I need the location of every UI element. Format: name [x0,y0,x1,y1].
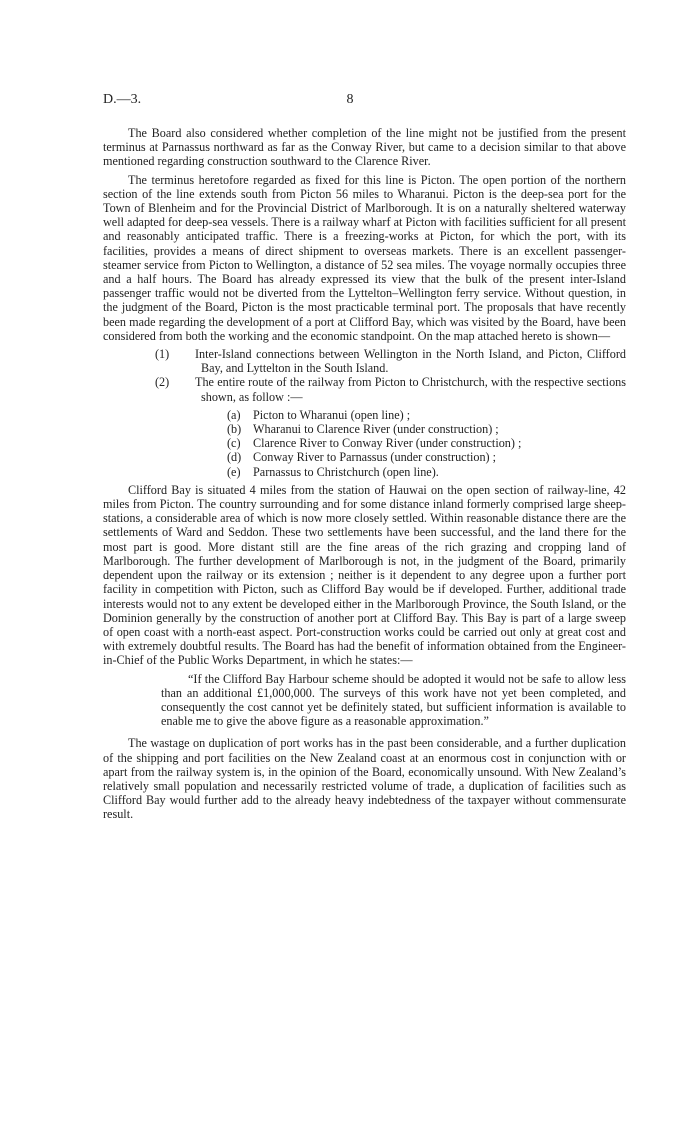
list-item [155,375,626,403]
paragraph-clifford-bay: Clifford Bay is situated 4 miles from the station of Hauwai on the open section of railway-line, 42 miles from Picton. The country surrounding and for some distance inland formerly comprised large sheep-stations, a considerable area of which is now more closely settled. Within reasonable distance there are the settlements of Ward and Seddon. These two settlements have been successful, and the land there for the most part is good. More distant still are the fine areas of the rich grazing and cropping land of Marlborough. The further development of Marlborough is not, in the judgment of the Board, primarily dependent upon the railway or its extension ; neither is it dependent to any degree upon a further port facility in competition with Picton, such as Clifford Bay would be if developed. Further, additional trade interests would not to any extent be developed either in the Marlborough Province, the South Island, or the Dominion generally by the construction of another port at Clifford Bay. This Bay is part of a large sweep of open coast with a north-east aspect. Port-construction works could be carried out only at great cost and with extremely doubtful results. The Board has had the benefit of information obtained from the Engineer-in-Chief of the Public Works Department, in which he states:— [103,482,626,668]
section-label: (e) [227,464,241,479]
paragraph-conway: The Board also considered whether completion of the line might not be justified from the present terminus at Parnassus northward as far as the Conway River, but came to a decision similar to that above mentioned regarding construction southward to the Clarence River. [103,126,626,169]
list-item-number: (1) [155,347,170,362]
paragraph-wastage: The wastage on duplication of port works has in the past been considerable, and a further duplication of the shipping and port facilities on the New Zealand coast at an enormous cost in conjunction with or apart from the railway system is, in the opinion of the Board, economically unsound. With New Zealand’s relatively small population and necessarily restricted volume of trade, a duplication of facilities such as Clifford Bay would further add to the already heavy indebtedness of the taxpayer without commensurate result. [103,736,626,822]
section-text: Wharanui to Clarence River (under construction) ; [253,422,499,437]
section-text: Parnassus to Christchurch (open line). [253,464,439,479]
section-text: Clarence River to Conway River (under construction) ; [253,436,522,451]
engineer-quote [161,672,626,729]
page-number: 8 [346,92,354,107]
list-item [227,436,626,450]
quote-text: “If the Clifford Bay Harbour scheme should be adopted it would not be safe to allow less than an additional £1,000,000. The surveys of this work have not yet been completed, and consequently the cost cannot yet be definitely stated, but sufficient information is available to enable me to give the above figure as a reasonable approximation.” [161,671,626,729]
list-item [227,465,626,479]
document-reference: D.—3. [103,92,142,107]
map-contents-list [155,347,626,404]
list-item [227,450,626,464]
section-text: Conway River to Parnassus (under construction) ; [253,450,497,465]
list-item [155,347,626,375]
section-text: Picton to Wharanui (open line) ; [253,407,411,422]
section-label: (b) [227,422,242,437]
list-item [227,408,626,422]
section-label: (d) [227,450,242,465]
list-item-text: The entire route of the railway from Picton to Christchurch, with the respective sections shown, as follow :— [195,375,626,404]
section-label: (c) [227,436,241,451]
list-item-text: Inter-Island connections between Wellington in the North Island, and Picton, Clifford Bay, and Lyttelton in the South Island. [195,347,626,376]
list-item-number: (2) [155,375,170,390]
paragraph-picton: The terminus heretofore regarded as fixed for this line is Picton. The open portion of the northern section of the line extends south from Picton 56 miles to Wharanui. Picton is the deep-sea port for the Town of Blenheim and for the Provincial District of Marlborough. It is on a naturally sheltered waterway well adapted for deep-sea vessels. There is a railway wharf at Picton with facilities sufficient for all present and reasonably anticipated traffic. There is a freezing-works at Picton, for which the port, with its facilities, provides a means of direct shipment to overseas markets. There is an excellent passenger-steamer service from Picton to Wellington, a distance of 52 sea miles. The voyage normally occupies three and a half hours. The Board has already expressed its view that the bulk of the present inter-Island passenger traffic would not be diverted from the Lyttelton–Wellington ferry service. Without question, in the judgment of the Board, Picton is the most practicable terminal port. The proposals that have recently been made regarding the development of a port at Clifford Bay, which was visited by the Board, have been considered from both the working and the economic standpoint. On the map attached hereto is shown— [103,172,626,343]
list-item [227,422,626,436]
railway-sections-list [227,408,626,479]
section-label: (a) [227,407,241,422]
document-body [103,126,626,826]
